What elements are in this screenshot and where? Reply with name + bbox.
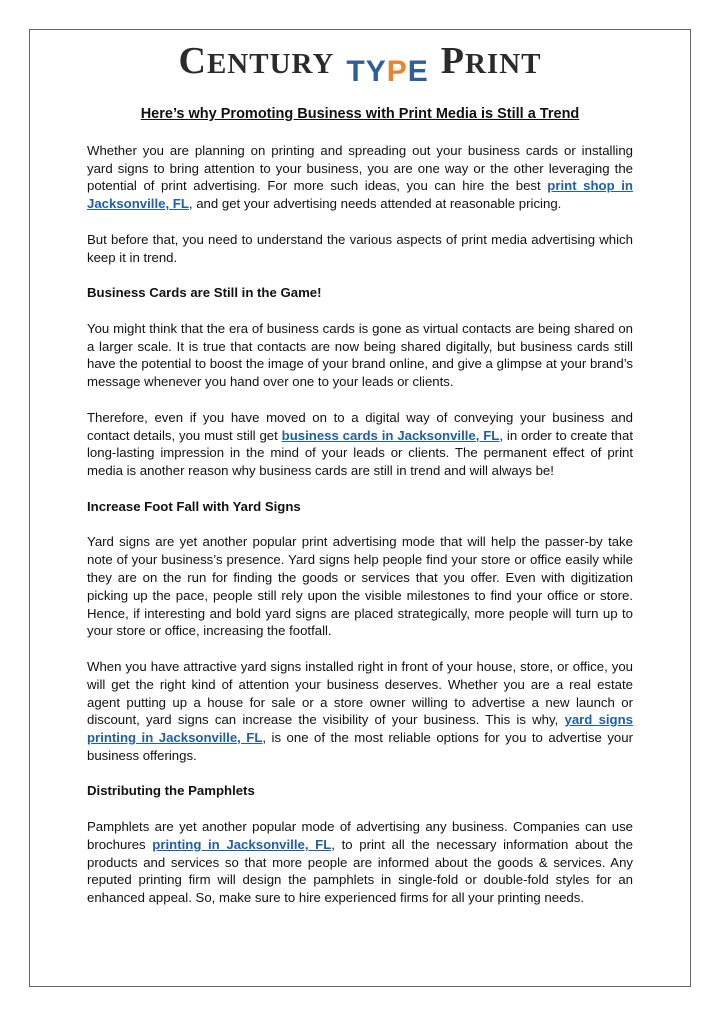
paragraph-business-cards-1: You might think that the era of business cards is gone as virtual contacts are being shared on a larger scale. It is true that contacts are now being shared digitally, but business cards still have the potential to boost the image of your brand online, and give a glimpse at your brand’s message whenever you hand over one to your leads or clients. (87, 320, 633, 390)
paragraph-business-cards-2 (87, 409, 633, 480)
paragraph-yard-signs-1: Yard signs are yet another popular print advertising mode that will help the passer-by take note of your business’s presence. Yard signs help people find your store or office easily while they are on the run for finding the goods or services that you offer. Even with digitization picking up the pace, people still rely upon the visible milestones to find your office or store. Hence, if interesting and bold yard signs are placed strategically, more people will turn up to your store or office, increasing the footfall. (87, 534, 633, 639)
logo-type-ty: TY (346, 55, 387, 88)
paragraph-intro-text-2: , and get your advertising needs attended at reasonable pricing. (188, 196, 562, 212)
heading-business-cards: Business Cards are Still in the Game! (87, 285, 322, 301)
logo-type-p: P (386, 55, 408, 88)
paragraph-yard-signs-2-text-2: , is one of the most reliable options for you to advertise your business offerings. (87, 730, 633, 763)
logo-entury: ENTURY (206, 48, 335, 80)
heading-yard-signs: Increase Foot Fall with Yard Signs (87, 498, 301, 514)
paragraph-intro (87, 142, 633, 213)
paragraph-yard-signs-2 (87, 658, 633, 765)
logo-rint: RINT (464, 48, 542, 80)
yard-signs-link[interactable]: yard signs printing in Jacksonville, FL (87, 712, 634, 746)
paragraph-pamphlets-text-1: Pamphlets are yet another popular mode of advertising any business. Companies can use brochures (87, 819, 633, 852)
print-shop-link[interactable]: print shop in Jacksonville, FL (87, 178, 633, 212)
century-type-print-logo (0, 36, 720, 94)
logo-type-e: E (407, 55, 429, 88)
article-title: Here’s why Promoting Business with Print Media is Still a Trend (140, 106, 580, 122)
article-body (87, 106, 633, 925)
printing-link[interactable]: printing in Jacksonville, FL (152, 836, 332, 852)
logo-c: C (178, 40, 207, 82)
paragraph-yard-signs-2-text-1: When you have attractive yard signs installed right in front of your house, store, or office, you will get the right kind of attention your business deserves. Whether you are a real estate agent putting up a house for sale or a store owner willing to advertise a new launch or discount, yard signs can increase the visibility of your business. This is why, (87, 658, 633, 728)
paragraph-pamphlets-text-2: , to print all the necessary information about the products and services so that more people are informed about the goods & services. Any reputed printing firm will design the pamphlets in single-fold or double-fold styles for an enhanced appeal. So, make sure to hire experienced firms for all your printing needs. (87, 836, 633, 906)
logo-p: P (440, 40, 465, 82)
paragraph-intro-text-1: Whether you are planning on printing and spreading out your business cards or installing yard signs to bring attention to your business, you are one way or the other leveraging the potential of print advertising. For more such ideas, you can hire the best (87, 142, 633, 194)
paragraph-business-cards-2-text-1: Therefore, even if you have moved on to a digital way of conveying your business and contact details, you must still get (87, 409, 633, 443)
paragraph-business-cards-2-text-2: , in order to create that long-lasting impression in the mind of your leads or clients. The permanent effect of print media is another reason why business cards are still in trend and will always be! (87, 427, 634, 479)
paragraph-aspects: But before that, you need to understand the various aspects of print media advertising which keep it in trend. (87, 231, 633, 265)
logo-type (346, 47, 428, 97)
business-cards-link[interactable]: business cards in Jacksonville, FL (281, 427, 500, 443)
heading-pamphlets: Distributing the Pamphlets (87, 783, 255, 799)
paragraph-pamphlets (87, 818, 633, 907)
